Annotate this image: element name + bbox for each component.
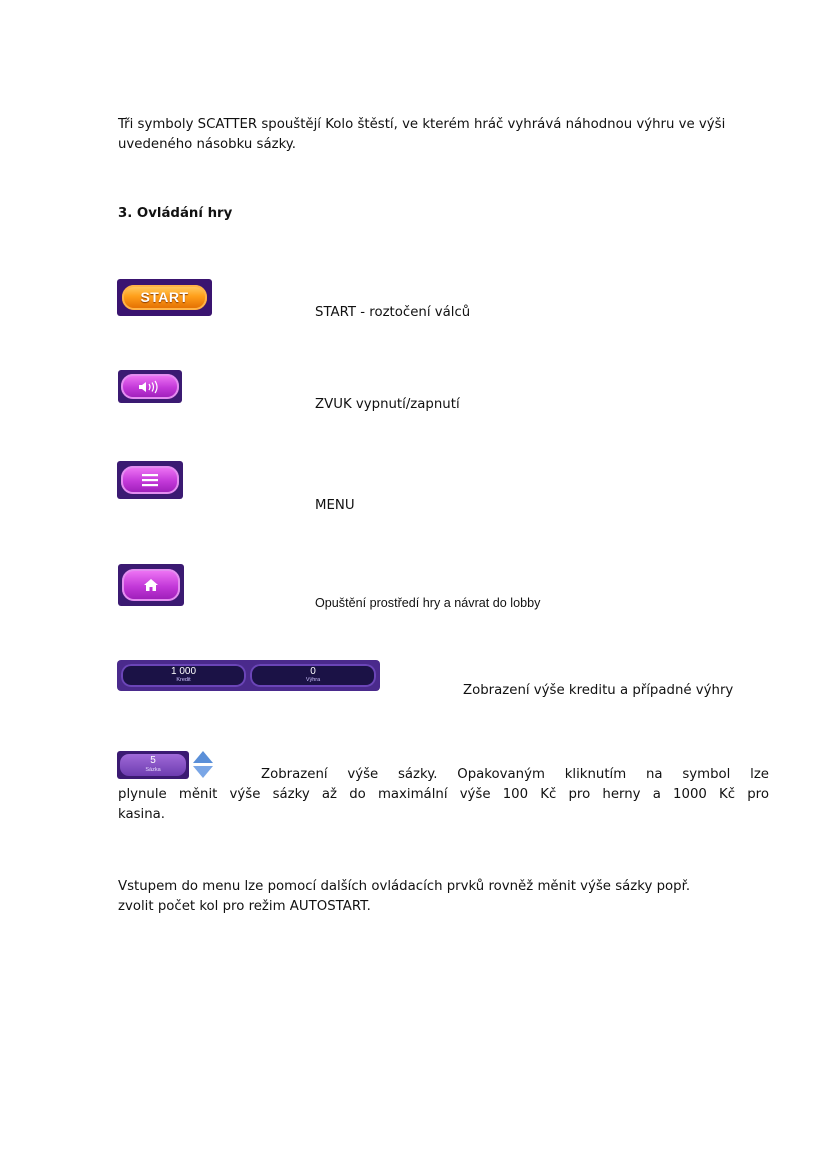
win-value: 0 (310, 666, 316, 677)
home-description: Opuštění prostředí hry a návrat do lobby (315, 596, 541, 610)
closing-paragraph-line2: zvolit počet kol pro režim AUTOSTART. (118, 899, 371, 914)
start-button[interactable] (117, 279, 212, 316)
bet-description-line1: Zobrazení výše sázky. Opakovaným kliknutím na symbol lze (261, 767, 769, 782)
bet-widget[interactable] (117, 749, 214, 780)
bet-decrease-icon[interactable] (193, 766, 213, 778)
bet-display[interactable] (117, 751, 189, 779)
home-icon (143, 578, 159, 592)
bet-value: 5 (150, 755, 156, 766)
closing-paragraph-line1: Vstupem do menu lze pomocí dalších ovládacích prvků rovněž měnit výše sázky popř. (118, 879, 691, 894)
win-label: Výhra (305, 677, 321, 683)
menu-description: MENU (315, 498, 355, 513)
intro-paragraph: Tři symboly SCATTER spouštějí Kolo štěstí, ve kterém hráč vyhrává náhodnou výhru ve výši uvedeného násobku sázky. (118, 117, 726, 152)
sound-button[interactable] (118, 370, 182, 403)
credit-value: 1 000 (170, 666, 197, 677)
bet-description-line2: plynule měnit výše sázky až do maximální výše 100 Kč pro herny a 1000 Kč pro (118, 787, 769, 802)
sound-description: ZVUK vypnutí/zapnutí (315, 397, 460, 412)
section-heading: 3. Ovládání hry (118, 206, 233, 221)
hamburger-menu-icon (141, 473, 159, 487)
bet-increase-icon[interactable] (193, 751, 213, 763)
win-display (250, 664, 376, 687)
credit-description: Zobrazení výše kreditu a případné výhry (463, 683, 734, 698)
menu-button[interactable] (117, 461, 183, 499)
home-button[interactable] (118, 564, 184, 606)
credit-win-panel (117, 660, 380, 691)
start-description: START - roztočení válců (315, 305, 471, 320)
start-button-label: START (122, 285, 207, 310)
bet-label: Sázka (145, 767, 161, 773)
credit-display (121, 664, 246, 687)
bet-description-line3: kasina. (118, 807, 166, 822)
credit-label: Kredit (176, 677, 191, 683)
speaker-icon (137, 380, 163, 394)
